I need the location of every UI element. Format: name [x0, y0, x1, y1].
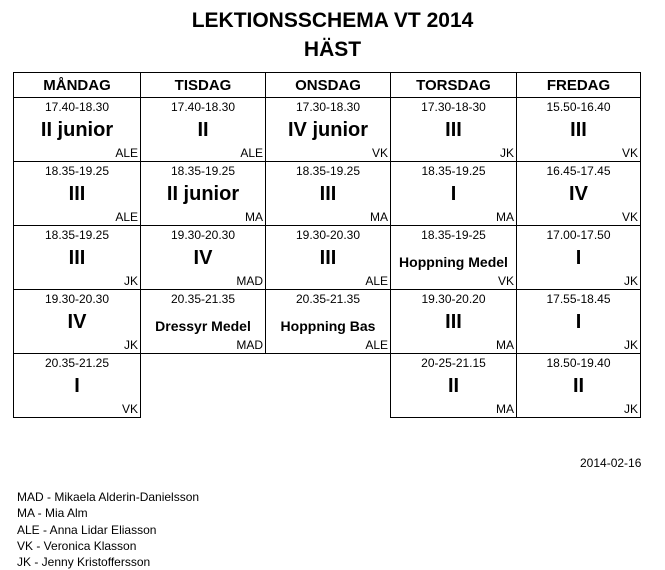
schedule-subtitle: HÄST: [303, 38, 362, 61]
lesson-cell: [391, 98, 517, 162]
lesson-time: 20.35-21.35: [170, 292, 236, 306]
lesson-group: III: [570, 119, 587, 141]
lesson-cell: [14, 226, 141, 290]
lesson-time: 18.35-19.25: [295, 164, 361, 178]
lesson-time: 20.35-21.25: [44, 356, 110, 370]
lesson-cell: [266, 226, 391, 290]
schedule-date: 2014-02-16: [580, 456, 642, 470]
lesson-cell: [14, 354, 141, 418]
lesson-teacher: JK: [499, 146, 514, 160]
lesson-time: 19.30-20.30: [170, 228, 236, 242]
lesson-teacher: MAD: [236, 338, 263, 352]
legend-item: VK - Veronica Klasson: [17, 538, 137, 553]
lesson-teacher: VK: [621, 210, 638, 224]
lesson-teacher: VK: [621, 146, 638, 160]
lesson-cell: [517, 290, 641, 354]
lesson-time: 16.45-17.45: [546, 164, 611, 178]
lesson-teacher: ALE: [240, 146, 263, 160]
lesson-group: I: [575, 311, 582, 333]
lesson-teacher: MA: [245, 210, 263, 224]
lesson-cell: [517, 226, 641, 290]
lesson-time: 20-25-21.15: [421, 356, 486, 370]
lesson-teacher: JK: [123, 338, 138, 352]
schedule-row: [14, 226, 641, 290]
day-thursday: TORSDAG: [391, 73, 517, 98]
lesson-cell: [14, 290, 141, 354]
lesson-group: II junior: [40, 119, 114, 141]
lesson-teacher: MA: [370, 210, 388, 224]
lesson-teacher: MA: [496, 402, 514, 416]
lesson-teacher: ALE: [115, 210, 138, 224]
lesson-group: II junior: [166, 183, 240, 205]
lesson-time: 19.30-20.30: [295, 228, 361, 242]
lesson-time: 18.35-19.25: [421, 164, 486, 178]
lesson-cell: [141, 226, 266, 290]
lesson-cell: [141, 162, 266, 226]
lesson-teacher: JK: [623, 402, 638, 416]
lesson-cell: [391, 354, 517, 418]
lesson-time: 17.55-18.45: [546, 292, 611, 306]
lesson-cell: [266, 162, 391, 226]
lesson-teacher: ALE: [365, 274, 388, 288]
schedule-row: [14, 98, 641, 162]
lesson-time: 17.30-18.30: [295, 100, 361, 114]
lesson-group: III: [68, 183, 86, 205]
lesson-cell: [141, 98, 266, 162]
legend-item: MA - Mia Alm: [17, 506, 88, 521]
lesson-cell: [517, 98, 641, 162]
empty-slot: [266, 354, 391, 418]
lesson-cell: [391, 162, 517, 226]
lesson-time: 18.35-19.25: [44, 164, 110, 178]
lesson-teacher: VK: [371, 146, 388, 160]
schedule-row: [14, 162, 641, 226]
lesson-group: Hoppning Medel: [399, 254, 508, 270]
lesson-cell: [517, 354, 641, 418]
lesson-teacher: JK: [123, 274, 138, 288]
legend-item: JK - Jenny Kristoffersson: [17, 555, 151, 570]
lesson-group: IV: [193, 247, 213, 269]
lesson-time: 18.35-19-25: [421, 228, 486, 242]
lesson-cell: [266, 98, 391, 162]
legend-item: ALE - Anna Lidar Eliasson: [17, 522, 157, 537]
lesson-cell: [14, 98, 141, 162]
schedule-row: [14, 354, 641, 418]
lesson-teacher: ALE: [365, 338, 388, 352]
lesson-group: Dressyr Medel: [155, 318, 251, 334]
lesson-teacher: MA: [496, 338, 514, 352]
lesson-group: III: [445, 311, 462, 333]
legend-item: MAD - Mikaela Alderin-Danielsson: [17, 490, 200, 504]
empty-slot: [141, 354, 266, 418]
lesson-cell: [391, 290, 517, 354]
day-monday: MÅNDAG: [14, 73, 141, 98]
lesson-group: IV junior: [288, 119, 368, 141]
lesson-teacher: ALE: [115, 146, 138, 160]
schedule-row: [14, 290, 641, 354]
lesson-cell: [266, 290, 391, 354]
teacher-legend: [17, 489, 199, 570]
day-tuesday: TISDAG: [141, 73, 266, 98]
lesson-time: 19.30-20.30: [44, 292, 110, 306]
lesson-group: I: [575, 247, 582, 269]
lesson-time: 19.30-20.20: [421, 292, 486, 306]
lesson-cell: [391, 226, 517, 290]
schedule-table: [13, 72, 641, 418]
lesson-group: III: [319, 183, 337, 205]
lesson-group: III: [319, 247, 337, 269]
lesson-time: 17.40-18.30: [170, 100, 236, 114]
lesson-cell: [141, 290, 266, 354]
lesson-group: III: [68, 247, 86, 269]
schedule-title: LEKTIONSSCHEMA VT 2014: [191, 9, 474, 32]
lesson-teacher: JK: [623, 274, 638, 288]
lesson-group: II: [572, 375, 585, 397]
lesson-cell: [517, 162, 641, 226]
lesson-teacher: MA: [496, 210, 514, 224]
lesson-group: I: [74, 375, 80, 397]
lesson-cell: [14, 162, 141, 226]
lesson-teacher: JK: [623, 338, 638, 352]
lesson-teacher: VK: [121, 402, 138, 416]
lesson-time: 17.40-18.30: [44, 100, 110, 114]
lesson-time: 18.50-19.40: [546, 356, 611, 370]
lesson-group: II: [197, 119, 209, 141]
day-wednesday: ONSDAG: [266, 73, 391, 98]
lesson-time: 15.50-16.40: [546, 100, 611, 114]
lesson-time: 18.35-19.25: [44, 228, 110, 242]
day-header-row: [14, 73, 641, 98]
lesson-teacher: VK: [497, 274, 514, 288]
lesson-group: IV: [67, 311, 87, 333]
lesson-time: 20.35-21.35: [295, 292, 361, 306]
day-friday: FREDAG: [517, 73, 641, 98]
lesson-teacher: MAD: [236, 274, 263, 288]
lesson-group: II: [447, 375, 460, 397]
lesson-group: I: [450, 183, 457, 205]
lesson-group: III: [445, 119, 462, 141]
lesson-time: 17.30-18-30: [421, 100, 486, 114]
lesson-time: 18.35-19.25: [170, 164, 236, 178]
lesson-time: 17.00-17.50: [546, 228, 611, 242]
lesson-group: Hoppning Bas: [280, 318, 376, 334]
lesson-group: IV: [569, 183, 588, 205]
